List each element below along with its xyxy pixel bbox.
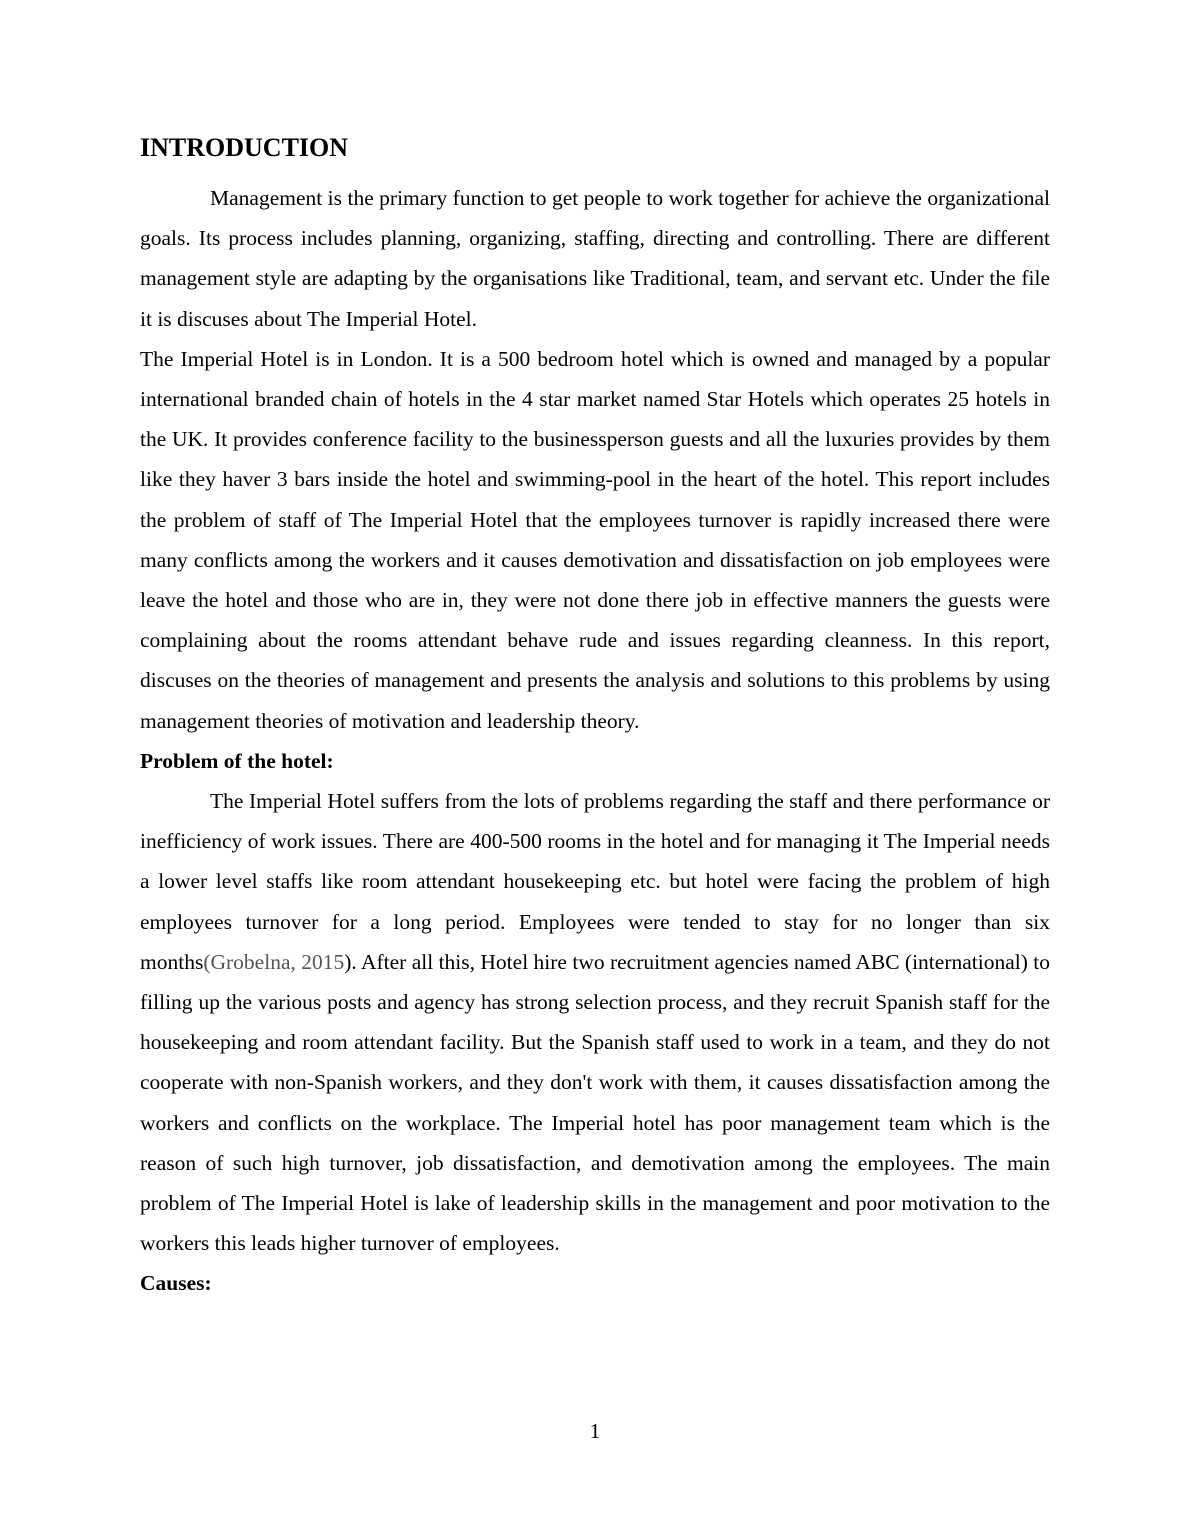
problem-text-part-1: The Imperial Hotel suffers from the lots of problems regarding the staff and there performance or inefficiency of work issues. There are 400-500 rooms in the hotel and for managing it The Imperial needs a lower level staffs like room attendant housekeeping etc. but hotel were facing the problem of high employees turnover for a long period. Employees were tended to stay for no longer than six months [140,789,1050,974]
problem-paragraph [140,781,1050,1263]
problem-text-part-2: ). After all this, Hotel hire two recruitment agencies named ABC (international) to filling up the various posts and agency has strong selection process, and they recruit Spanish staff for the housekeeping and room attendant facility. But the Spanish staff used to work in a team, and they do not cooperate with non-Spanish workers, and they don't work with them, it causes dissatisfaction among the workers and conflicts on the workplace. The Imperial hotel has poor management team which is the reason of such high turnover, job dissatisfaction, and demotivation among the employees. The main problem of The Imperial Hotel is lake of leadership skills in the management and poor motivation to the workers this leads higher turnover of employees. [140,949,1051,1256]
page-number: 1 [589,1419,601,1443]
section-heading-introduction: INTRODUCTION [140,133,349,162]
citation: (Grobelna, 2015 [203,949,345,974]
intro-paragraph-2: The Imperial Hotel is in London. It is a 500 bedroom hotel which is owned and managed by a popular international branded chain of hotels in the 4 star market named Star Hotels which operates 25 hotels in the UK. It provides conference facility to the businessperson guests and all the luxuries provides by them like they haver 3 bars inside the hotel and swimming-pool in the heart of the hotel. This report includes the problem of staff of The Imperial Hotel that the employees turnover is rapidly increased there were many conflicts among the workers and it causes demotivation and dissatisfaction on job employees were leave the hotel and those who are in, they were not done there job in effective manners the guests were complaining about the rooms attendant behave rude and issues regarding cleanness. In this report, discuses on the theories of management and presents the analysis and solutions to this problems by using management theories of motivation and leadership theory. [140,346,1050,733]
document-body [140,128,1050,1304]
section-heading-problem: Problem of the hotel: [140,748,334,773]
section-heading-causes: Causes: [140,1271,212,1296]
intro-paragraph-1: Management is the primary function to get people to work together for achieve the organizational goals. Its process includes planning, organizing, staffing, directing and controlling. There are different management style are adapting by the organisations like Traditional, team, and servant etc. Under the file it is discuses about The Imperial Hotel. [140,186,1050,331]
